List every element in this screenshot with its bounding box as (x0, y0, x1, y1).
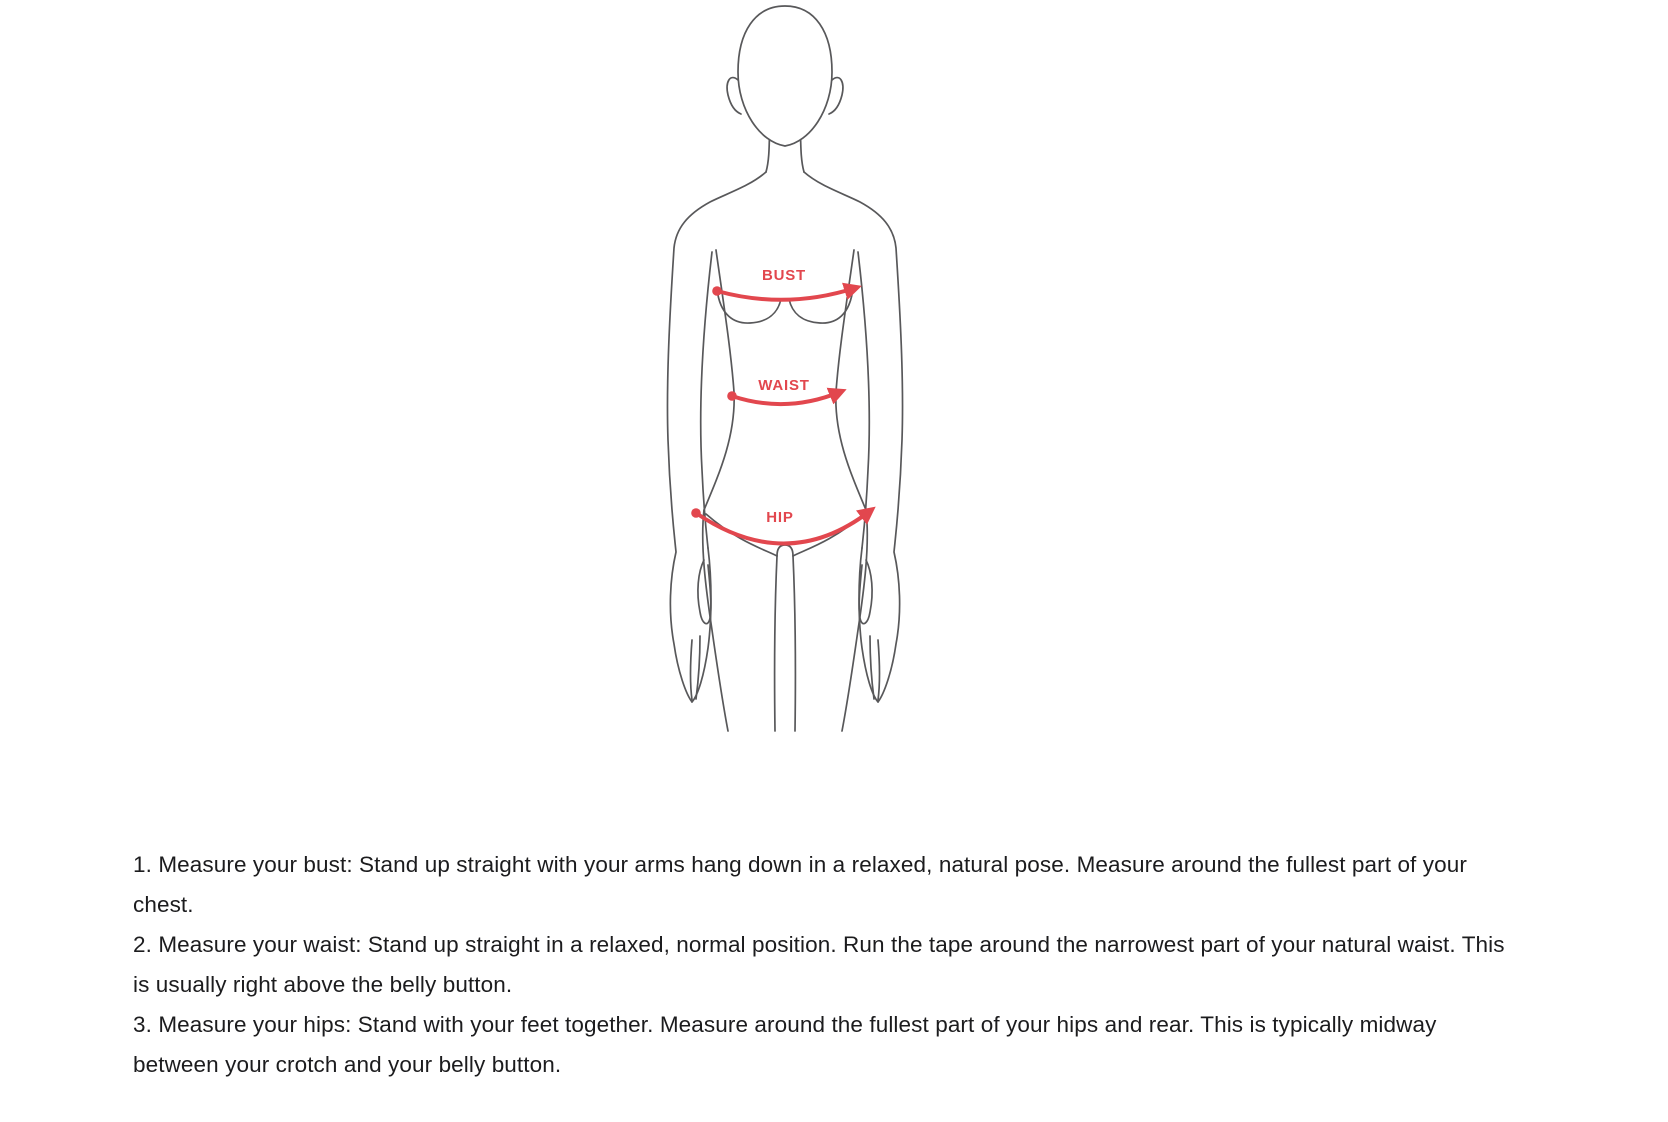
waist-label: WAIST (758, 377, 810, 394)
instruction-item-waist: 2. Measure your waist: Stand up straight in a relaxed, normal position. Run the tape around the narrowest part of your natural waist. This is usually right above the belly button. (133, 932, 1505, 997)
figure-outline (667, 6, 902, 731)
body-measurement-figure (620, 0, 960, 734)
body-figure-svg (620, 0, 960, 734)
instruction-item-hips: 3. Measure your hips: Stand with your feet together. Measure around the fullest part of your hips and rear. This is typically midway between your crotch and your belly button. (133, 1012, 1437, 1077)
measurement-instructions (133, 845, 1505, 1085)
bust-label: BUST (761, 267, 807, 284)
bust-arrow (717, 288, 855, 300)
instruction-item-bust: 1. Measure your bust: Stand up straight with your arms hang down in a relaxed, natural pose. Measure around the fullest part of your chest. (133, 852, 1467, 917)
hip-label: HIP (766, 509, 794, 526)
